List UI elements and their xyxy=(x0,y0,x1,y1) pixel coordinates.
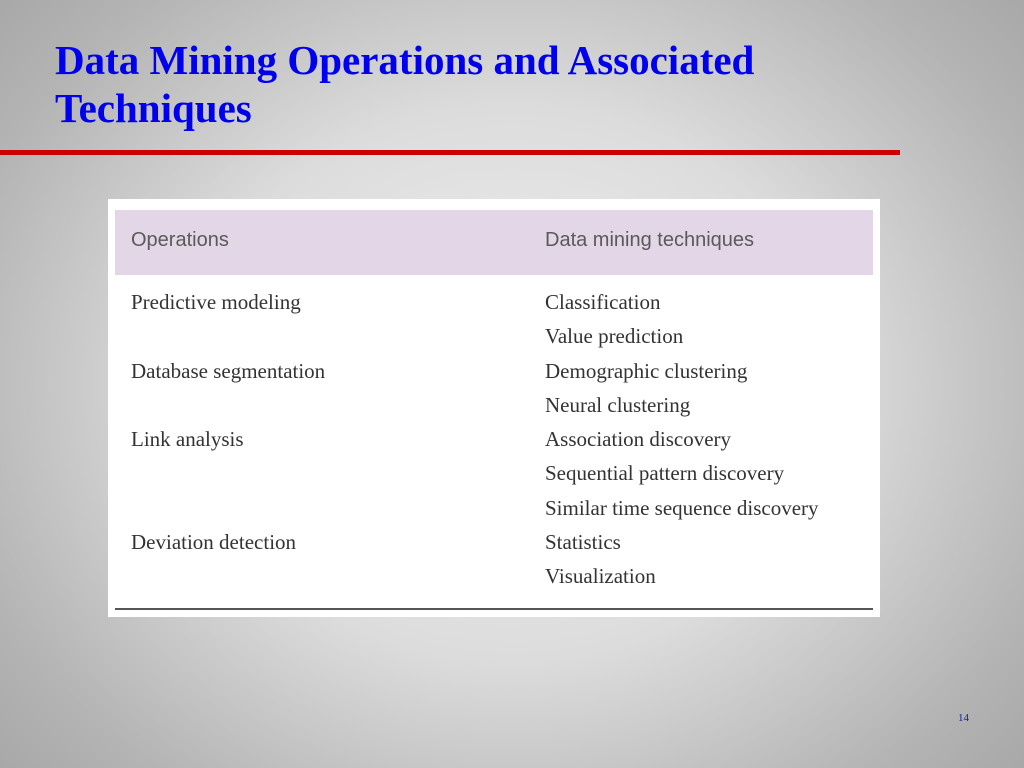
technique-cell: Visualization xyxy=(545,564,656,589)
table-row xyxy=(115,457,873,491)
slide-title: Data Mining Operations and Associated Techniques xyxy=(55,37,755,131)
table-row xyxy=(115,286,873,320)
table-row xyxy=(115,423,873,457)
technique-cell: Demographic clustering xyxy=(545,358,748,383)
operations-table xyxy=(108,199,880,617)
operation-cell: Link analysis xyxy=(131,427,244,452)
table-row xyxy=(115,526,873,560)
table-row xyxy=(115,320,873,354)
table-row xyxy=(115,560,873,594)
table-row xyxy=(115,355,873,389)
page-number: 14 xyxy=(958,712,969,724)
technique-cell: Value prediction xyxy=(545,324,684,349)
title-underline xyxy=(0,150,900,155)
table-body xyxy=(115,286,873,595)
technique-cell: Association discovery xyxy=(545,427,732,452)
operation-cell: Database segmentation xyxy=(131,358,326,383)
technique-cell: Sequential pattern discovery xyxy=(545,461,785,486)
table-row xyxy=(115,389,873,423)
technique-cell: Classification xyxy=(545,290,661,314)
table-row xyxy=(115,492,873,526)
header-techniques: Data mining techniques xyxy=(545,229,755,251)
operation-cell: Predictive modeling xyxy=(131,290,301,314)
header-operations: Operations xyxy=(131,229,229,251)
operation-cell: Deviation detection xyxy=(131,530,297,555)
technique-cell: Similar time sequence discovery xyxy=(545,495,819,520)
table-header xyxy=(115,210,873,275)
table-bottom-rule xyxy=(115,608,873,610)
technique-cell: Neural clustering xyxy=(545,392,691,417)
technique-cell: Statistics xyxy=(545,530,621,555)
